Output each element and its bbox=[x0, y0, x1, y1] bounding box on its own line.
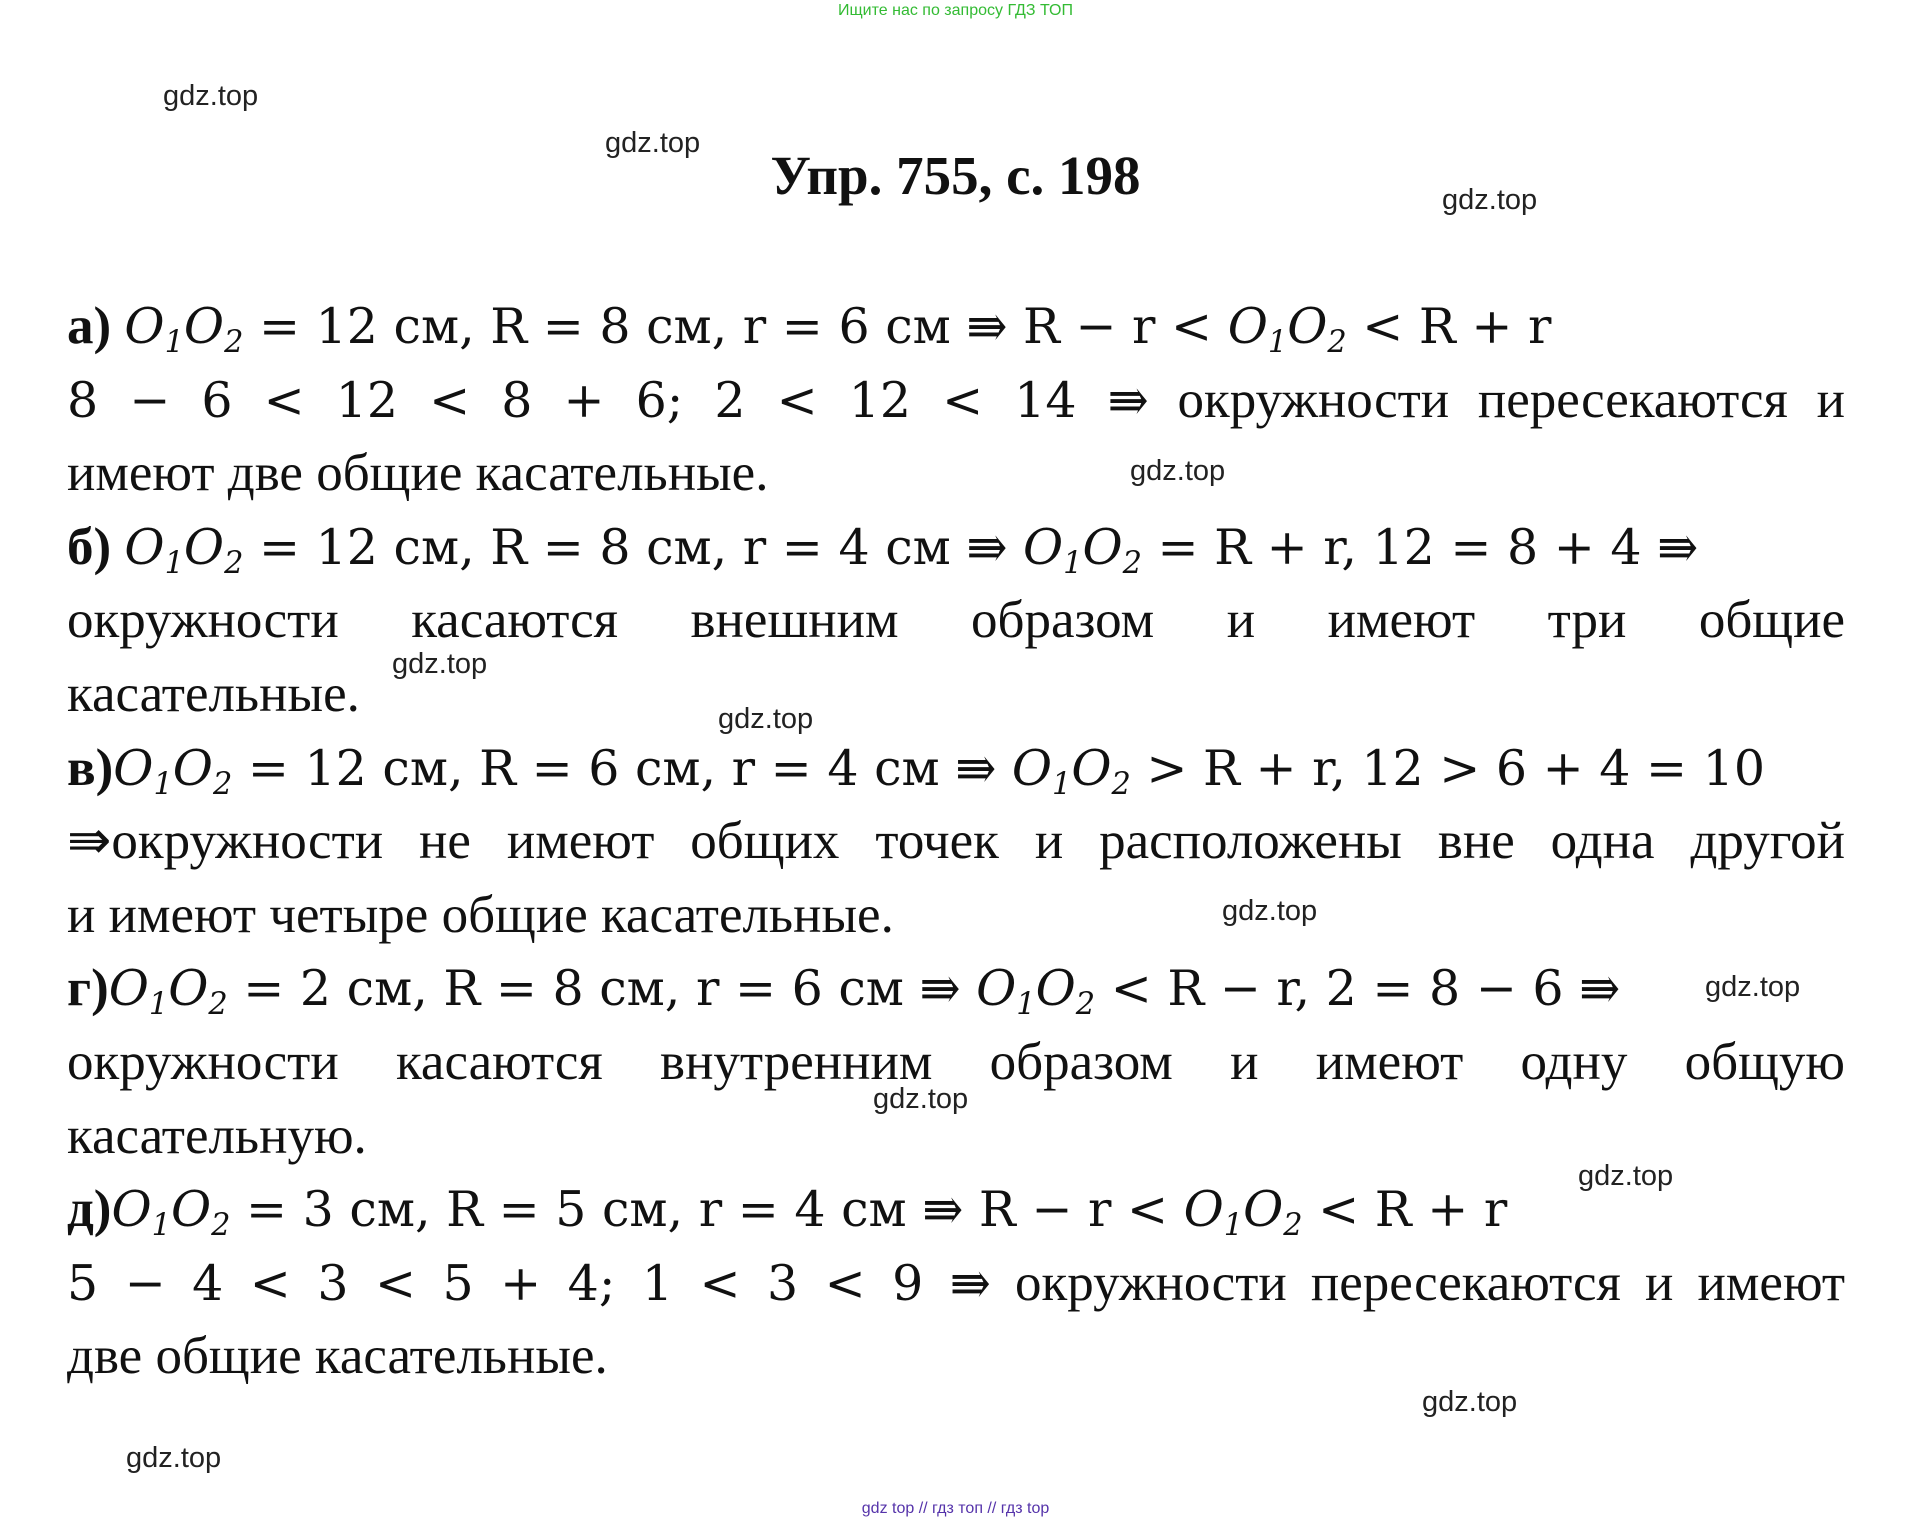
watermark: gdz.top bbox=[392, 648, 488, 680]
part-d-line-1 bbox=[67, 1173, 1845, 1247]
part-v-line-2 bbox=[67, 805, 1845, 879]
bottom-banner: gdz top // гдз топ // гдз top bbox=[861, 1500, 1050, 1517]
part-b-text: окружности касаются внешним образом и имеют три общие bbox=[67, 591, 1845, 650]
part-v-line-1 bbox=[67, 732, 1845, 806]
part-d-text: две общие касательные. bbox=[67, 1327, 608, 1386]
watermark: gdz.top bbox=[873, 1083, 969, 1115]
part-g-line-2 bbox=[67, 1026, 1845, 1100]
part-b-label: б) bbox=[67, 517, 112, 576]
part-v-text: и имеют четыре общие касательные. bbox=[67, 885, 894, 944]
solution-body bbox=[67, 290, 1845, 1394]
part-d-formula: $O_1O_2 = 3$ см, R = 5 см, r = 4 см ⇛ $R - r < O_1O_2 < R + r$ bbox=[111, 1181, 1508, 1244]
part-a-label: а) bbox=[67, 297, 112, 355]
part-g-text: окружности касаются внутренним образом и имеют одну общую bbox=[67, 1032, 1845, 1091]
watermark: gdz.top bbox=[1222, 895, 1318, 927]
part-g-formula: $O_1O_2 = 2$ см, R = 8 см, r = 6 см ⇛ $O_1O_2 < R - r$, 2 = 8 − 6 ⇛ bbox=[108, 960, 1621, 1023]
part-b-line-2 bbox=[67, 584, 1845, 658]
watermark: gdz.top bbox=[1705, 971, 1801, 1003]
part-b-line-3 bbox=[67, 658, 1845, 732]
part-a-line-3 bbox=[67, 437, 1845, 511]
part-g-label: г) bbox=[67, 959, 109, 1018]
part-a-text: окружности пересекаются и bbox=[1177, 370, 1845, 429]
part-g-line-1 bbox=[67, 952, 1845, 1026]
part-a-calc: 8 − 6 < 12 < 8 + 6; 2 < 12 < 14 ⇛ bbox=[67, 371, 1149, 429]
part-g-line-3 bbox=[67, 1100, 1845, 1174]
part-d-line-2 bbox=[67, 1247, 1845, 1321]
part-d-text: окружности пересекаются и имеют bbox=[1015, 1253, 1846, 1312]
top-banner: Ищите нас по запросу ГДЗ ТОП bbox=[838, 2, 1073, 19]
part-b-text: касательные. bbox=[67, 664, 360, 723]
part-v-label: в) bbox=[67, 738, 114, 797]
watermark: gdz.top bbox=[1578, 1160, 1674, 1192]
part-d-label: д) bbox=[67, 1180, 112, 1239]
part-a-line-2 bbox=[67, 364, 1845, 438]
part-g-text: касательную. bbox=[67, 1106, 367, 1165]
watermark: gdz.top bbox=[1130, 455, 1226, 487]
watermark: gdz.top bbox=[1442, 184, 1538, 216]
part-d-line-3 bbox=[67, 1320, 1845, 1394]
watermark: gdz.top bbox=[605, 127, 701, 159]
watermark: gdz.top bbox=[163, 80, 259, 112]
part-v-text: ⇛окружности не имеют общих точек и расположены вне одна другой bbox=[67, 812, 1845, 871]
part-v-line-3 bbox=[67, 879, 1845, 953]
part-d-calc: 5 − 4 < 3 < 5 + 4; 1 < 3 < 9 ⇛ bbox=[67, 1254, 991, 1312]
watermark: gdz.top bbox=[126, 1442, 222, 1474]
watermark: gdz.top bbox=[1422, 1386, 1518, 1418]
watermark: gdz.top bbox=[718, 703, 814, 735]
part-a-text: имеют две общие касательные. bbox=[67, 444, 769, 503]
page-title: Упр. 755, с. 198 bbox=[770, 145, 1141, 206]
part-b-line-1 bbox=[67, 511, 1845, 585]
part-v-formula: $O_1O_2 = 12$ см, R = 6 см, r = 4 см ⇛ $O_1O_2 > R + r$, 12 > 6 + 4 = 10 bbox=[113, 739, 1766, 802]
part-a-formula: $O_1O_2 = 12$ см, R = 8 см, r = 6 см ⇛ $R - r < O_1O_2 < R + r$ bbox=[124, 298, 1552, 361]
part-a-line-1 bbox=[67, 290, 1845, 364]
part-b-formula: $O_1O_2 = 12$ см, R = 8 см, r = 4 см ⇛ $O_1O_2 = R + r$, 12 = 8 + 4 ⇛ bbox=[124, 518, 1699, 581]
